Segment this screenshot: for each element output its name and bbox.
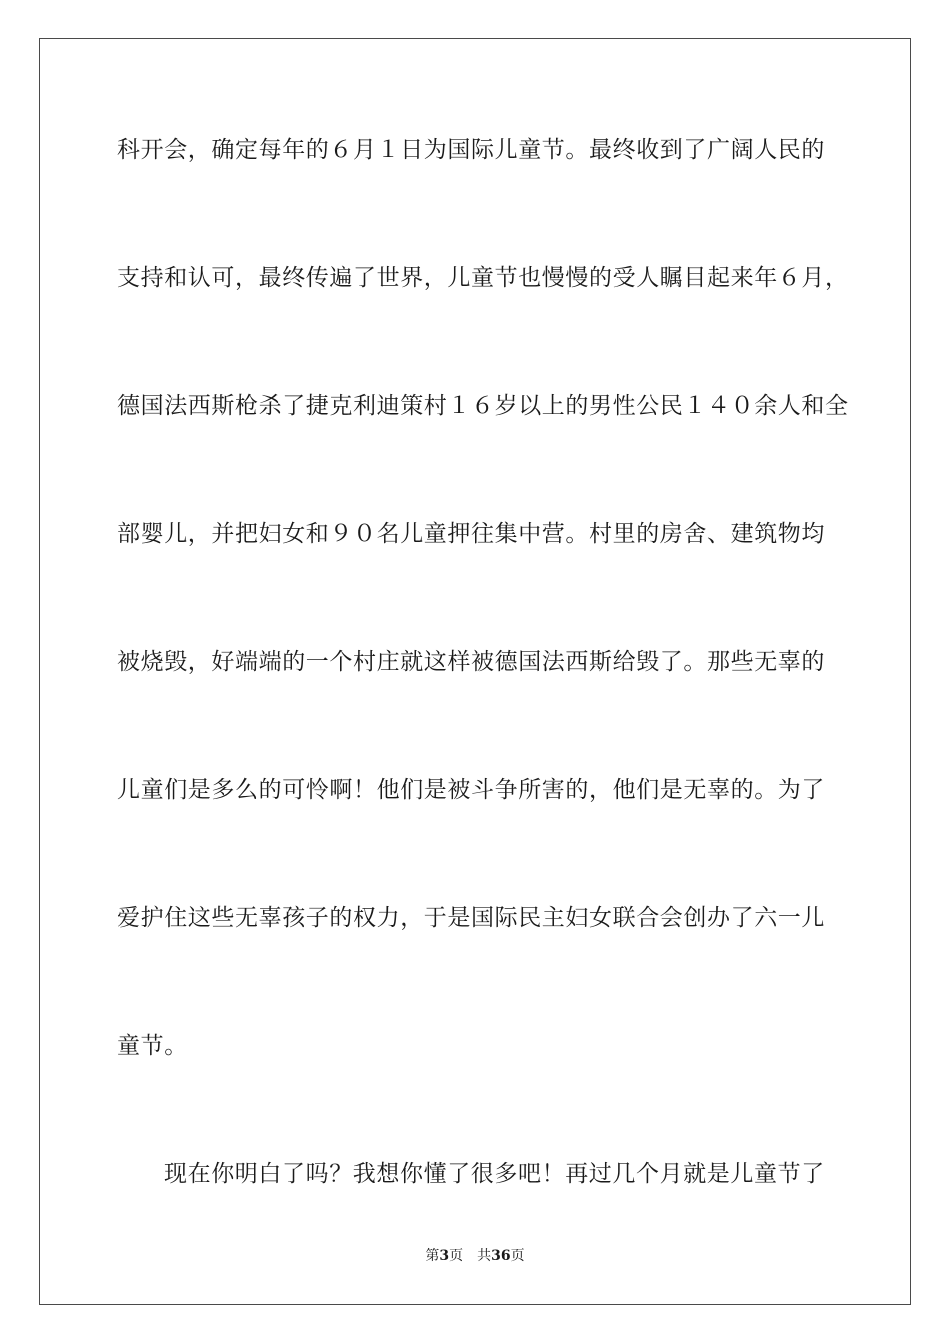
paragraph-line-4: 部婴儿，并把妇女和９０名儿童押往集中营。村里的房舍、建筑物均: [117, 521, 825, 547]
paragraph-line-6: 儿童们是多么的可怜啊！他们是被斗争所害的，他们是无辜的。为了: [117, 777, 825, 803]
total-suffix: 页: [510, 1248, 525, 1264]
page-suffix: 页: [449, 1248, 464, 1264]
paragraph-line-8: 童节。: [117, 1033, 188, 1059]
page-current: 3: [439, 1248, 450, 1264]
paragraph-line-7: 爱护住这些无辜孩子的权力，于是国际民主妇女联合会创办了六一儿: [117, 905, 825, 931]
paragraph-line-9: 现在你明白了吗？我想你懂了很多吧！再过几个月就是儿童节了: [164, 1161, 825, 1187]
paragraph-line-5: 被烧毁，好端端的一个村庄就这样被德国法西斯给毁了。那些无辜的: [117, 649, 825, 675]
page-footer: [0, 1246, 950, 1266]
paragraph-line-2: 支持和认可，最终传遍了世界，儿童节也慢慢的受人瞩目起来年６月，: [117, 265, 849, 291]
page-total: 36: [491, 1248, 511, 1264]
page-prefix: 第: [425, 1248, 440, 1264]
total-prefix: 共: [477, 1248, 492, 1264]
paragraph-line-3: 德国法西斯枪杀了捷克利迪策村１６岁以上的男性公民１４０余人和全: [117, 393, 849, 419]
paragraph-line-1: 科开会，确定每年的６月１日为国际儿童节。最终收到了广阔人民的: [117, 137, 825, 163]
